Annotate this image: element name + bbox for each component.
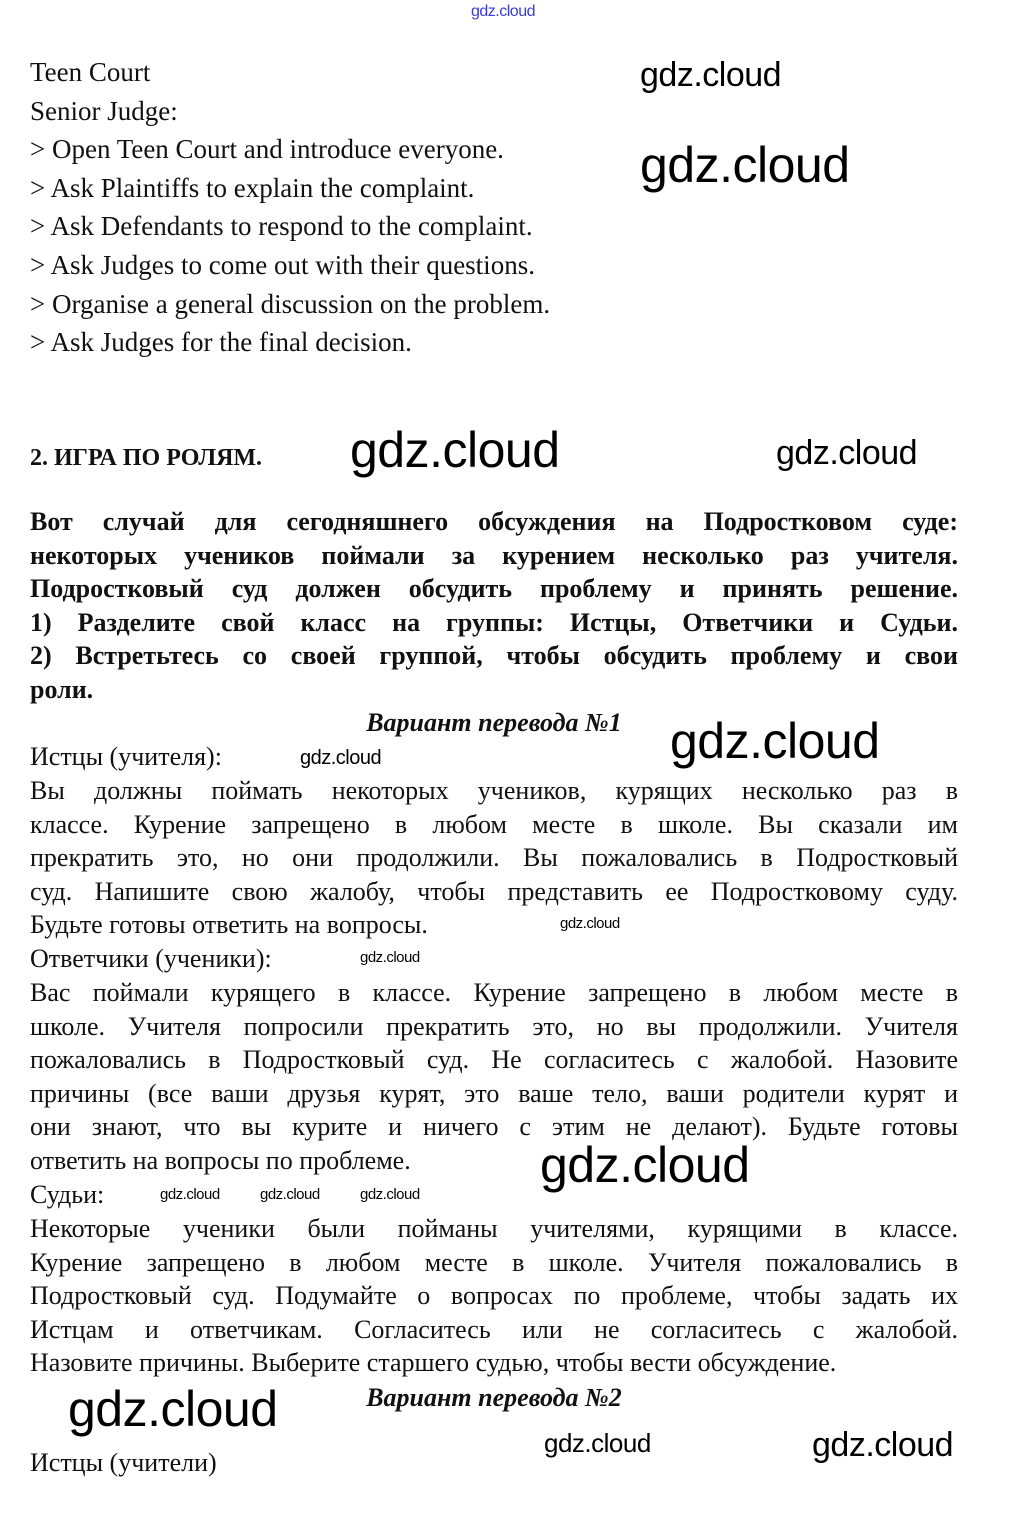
task-paragraph (30, 505, 958, 706)
judges-paragraph (30, 1212, 958, 1380)
text-line: > Open Teen Court and introduce everyone. (30, 134, 504, 165)
text-line: Истцам и ответчикам. Согласитесь или не согласитесь с жалобой. (30, 1314, 958, 1344)
text-line: 2) Встретьтесь со своей группой, чтобы обсудить проблему и свои (30, 641, 958, 670)
watermark: gdz.cloud (640, 56, 782, 94)
text-line: суд. Напишите свою жалобу, чтобы представить ее Подростковому суду. (30, 876, 958, 906)
watermark: gdz.cloud (68, 1381, 278, 1437)
text-line: Вас поймали курящего в классе. Курение запрещено в любом месте в (30, 978, 958, 1007)
text-line: Будьте готовы ответить на вопросы. (30, 910, 428, 939)
senior-judge-label: Senior Judge: (30, 95, 178, 126)
text-line: прекратить это, но они продолжили. Вы пожаловались в Подростковый (30, 843, 958, 872)
variant-2-heading: Вариант перевода №2 (366, 1383, 622, 1412)
watermark: gdz.cloud (540, 1137, 750, 1193)
watermark: gdz.cloud (360, 949, 420, 966)
text-line: пожаловались в Подростковый суд. Не согласитесь с жалобой. Назовите (30, 1045, 958, 1074)
watermark: gdz.cloud (471, 3, 535, 20)
defendants-label: Ответчики (ученики): (30, 944, 272, 973)
teen-court-block (30, 53, 958, 362)
plaintiffs-label: Истцы (учителя): (30, 742, 222, 771)
text-line: > Ask Judges to come out with their questions. (30, 249, 535, 280)
plaintiffs-paragraph (30, 774, 958, 942)
watermark: gdz.cloud (640, 137, 850, 193)
text-line: Назовите причины. Выберите старшего судью, чтобы вести обсуждение. (30, 1348, 837, 1377)
text-line: > Ask Defendants to respond to the complaint. (30, 211, 533, 242)
text-line: > Organise a general discussion on the problem. (30, 288, 551, 319)
text-line: они знают, что вы курите и ничего с этим не делают). Будьте готовы (30, 1112, 958, 1141)
text-line: роли. (30, 674, 94, 704)
text-line: причины (все ваши друзья курят, это ваше тело, ваши родители курят и (30, 1078, 958, 1108)
text-line: школе. Учителя попросили прекратить это, но вы продолжили. Учителя (30, 1011, 958, 1041)
watermark: gdz.cloud (260, 1186, 320, 1203)
text-line: 1) Разделите свой класс на группы: Истцы, Ответчики и Судьи. (30, 607, 958, 637)
text-line: ответить на вопросы по проблеме. (30, 1145, 411, 1175)
text-line: классе. Курение запрещено в любом месте в школе. Вы сказали им (30, 809, 958, 839)
judges-label: Судьи: (30, 1180, 105, 1209)
text-line: Подростковый суд. Подумайте о вопросах по проблеме, чтобы задать их (30, 1281, 958, 1310)
watermark: gdz.cloud (360, 1186, 420, 1203)
section-heading: 2. ИГРА ПО РОЛЯМ. (30, 445, 263, 471)
text-line: > Ask Plaintiffs to explain the complaint. (30, 172, 475, 203)
watermark: gdz.cloud (776, 434, 918, 472)
defendants-paragraph (30, 976, 958, 1177)
plaintiffs-2-label: Истцы (учители) (30, 1448, 217, 1477)
text-line: Вот случай для сегодняшнего обсуждения на Подростковом суде: (30, 507, 958, 536)
variant-1-heading: Вариант перевода №1 (366, 708, 622, 737)
text-line: > Ask Judges for the final decision. (30, 327, 412, 358)
watermark: gdz.cloud (350, 422, 560, 478)
watermark: gdz.cloud (560, 915, 620, 932)
text-line: некоторых учеников поймали за курением несколько раз учителя. (30, 540, 958, 570)
watermark: gdz.cloud (544, 1428, 651, 1458)
text-line: Подростковый суд должен обсудить проблему и принять решение. (30, 574, 958, 603)
watermark: gdz.cloud (670, 713, 880, 769)
watermark: gdz.cloud (160, 1186, 220, 1203)
text-line: Курение запрещено в любом месте в школе. Учителя пожаловались в (30, 1247, 958, 1277)
teen-court-title: Teen Court (30, 57, 151, 87)
watermark: gdz.cloud (300, 747, 382, 769)
watermark: gdz.cloud (812, 1426, 954, 1464)
text-line: Некоторые ученики были пойманы учителями, курящими в классе. (30, 1214, 958, 1243)
text-line: Вы должны поймать некоторых учеников, курящих несколько раз в (30, 776, 958, 805)
